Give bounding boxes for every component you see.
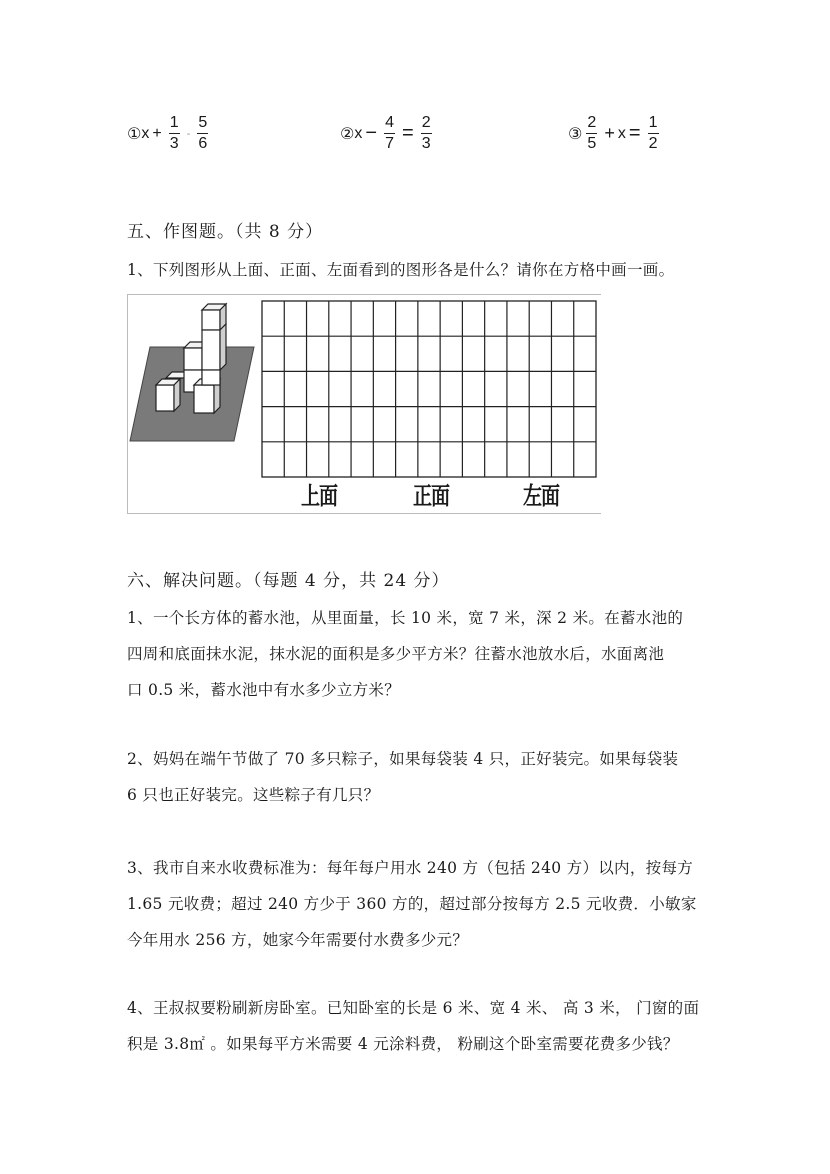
question-line: 3、我市自来水收费标准为：每年每户用水 240 方（包括 240 方）以内，按每方 [127,859,694,877]
question-line: 4、王叔叔要粉刷新房卧室。已知卧室的长是 6 米、宽 4 米、 高 3 米， 门窗的面 [127,999,700,1017]
section-5-heading: 五、作图题。（共 8 分） [127,222,324,242]
equation-variable: x [617,124,626,142]
fraction [648,113,659,154]
denominator: 3 [169,135,179,152]
equation-variable: x [141,124,150,142]
numerator: 2 [421,114,431,131]
denominator: 2 [648,135,658,152]
numerator: 1 [648,114,658,131]
grid-lines [262,301,596,477]
question-1 [127,600,727,708]
numerator: 2 [587,114,597,131]
equation-3 [568,113,663,154]
question-3 [127,850,727,958]
question-line: 四周和底面抹水泥，抹水泥的面积是多少平方米？往蓄水池放水后，水面离池 [127,645,665,663]
numerator: 4 [385,114,394,131]
fraction [197,113,208,154]
equation-variable: x [354,124,363,142]
equation-equals: = [402,122,414,144]
question-line: 口 0.5 米，蓄水池中有水多少立方米？ [127,681,401,699]
denominator: 6 [198,135,208,152]
equation-operator: − [365,122,378,144]
label-left-view: 左面 [523,482,560,511]
equation-number: ③ [568,125,583,143]
section-6-heading: 六、解决问题。（每题 4 分，共 24 分） [127,571,450,591]
numerator: 5 [198,114,208,131]
equation-number: ① [127,125,142,143]
equation-operator: + [604,123,615,143]
question-line: 1、一个长方体的蓄水池，从里面量，长 10 米，宽 7 米，深 2 米。在蓄水池的 [127,609,684,627]
question-line: 1.65 元收费；超过 240 方少于 360 方的，超过部分按每方 2.5 元收费．小敏家 [127,895,697,913]
fraction [586,113,597,154]
question-line: 今年用水 256 方，她家今年需要付水费多少元？ [127,931,469,949]
question-2 [127,741,727,813]
equation-number: ② [340,125,355,143]
question-line: 6 只也正好装完。这些粽子有几只？ [127,786,380,804]
equation-2 [340,113,436,154]
drawing-figure [127,294,601,514]
question-line: 积是 3.8㎡ 。如果每平方米需要 4 元涂料费， 粉刷这个卧室需要花费多少钱？ [127,1035,679,1053]
question-line: 2、妈妈在端午节做了 70 多只粽子，如果每袋装 4 只，正好装完。如果每袋装 [127,750,679,768]
equation-1 [127,113,212,154]
denominator: 7 [385,135,394,152]
label-top-view: 上面 [301,482,338,511]
drawing-grid[interactable] [262,301,596,477]
label-front-view: 正面 [413,482,450,511]
equation-equals: - [186,127,191,140]
numerator: 1 [169,114,179,131]
equation-equals: = [628,122,641,144]
question-4 [127,990,727,1062]
fraction [384,113,395,154]
fraction [169,113,180,154]
denominator: 5 [587,135,597,152]
fraction [421,113,432,154]
equation-operator: + [152,124,162,142]
section-5-question-1: 1、下列图形从上面、正面、左面看到的图形各是什么？请你在方格中画一画。 [127,261,675,279]
denominator: 3 [421,135,431,152]
